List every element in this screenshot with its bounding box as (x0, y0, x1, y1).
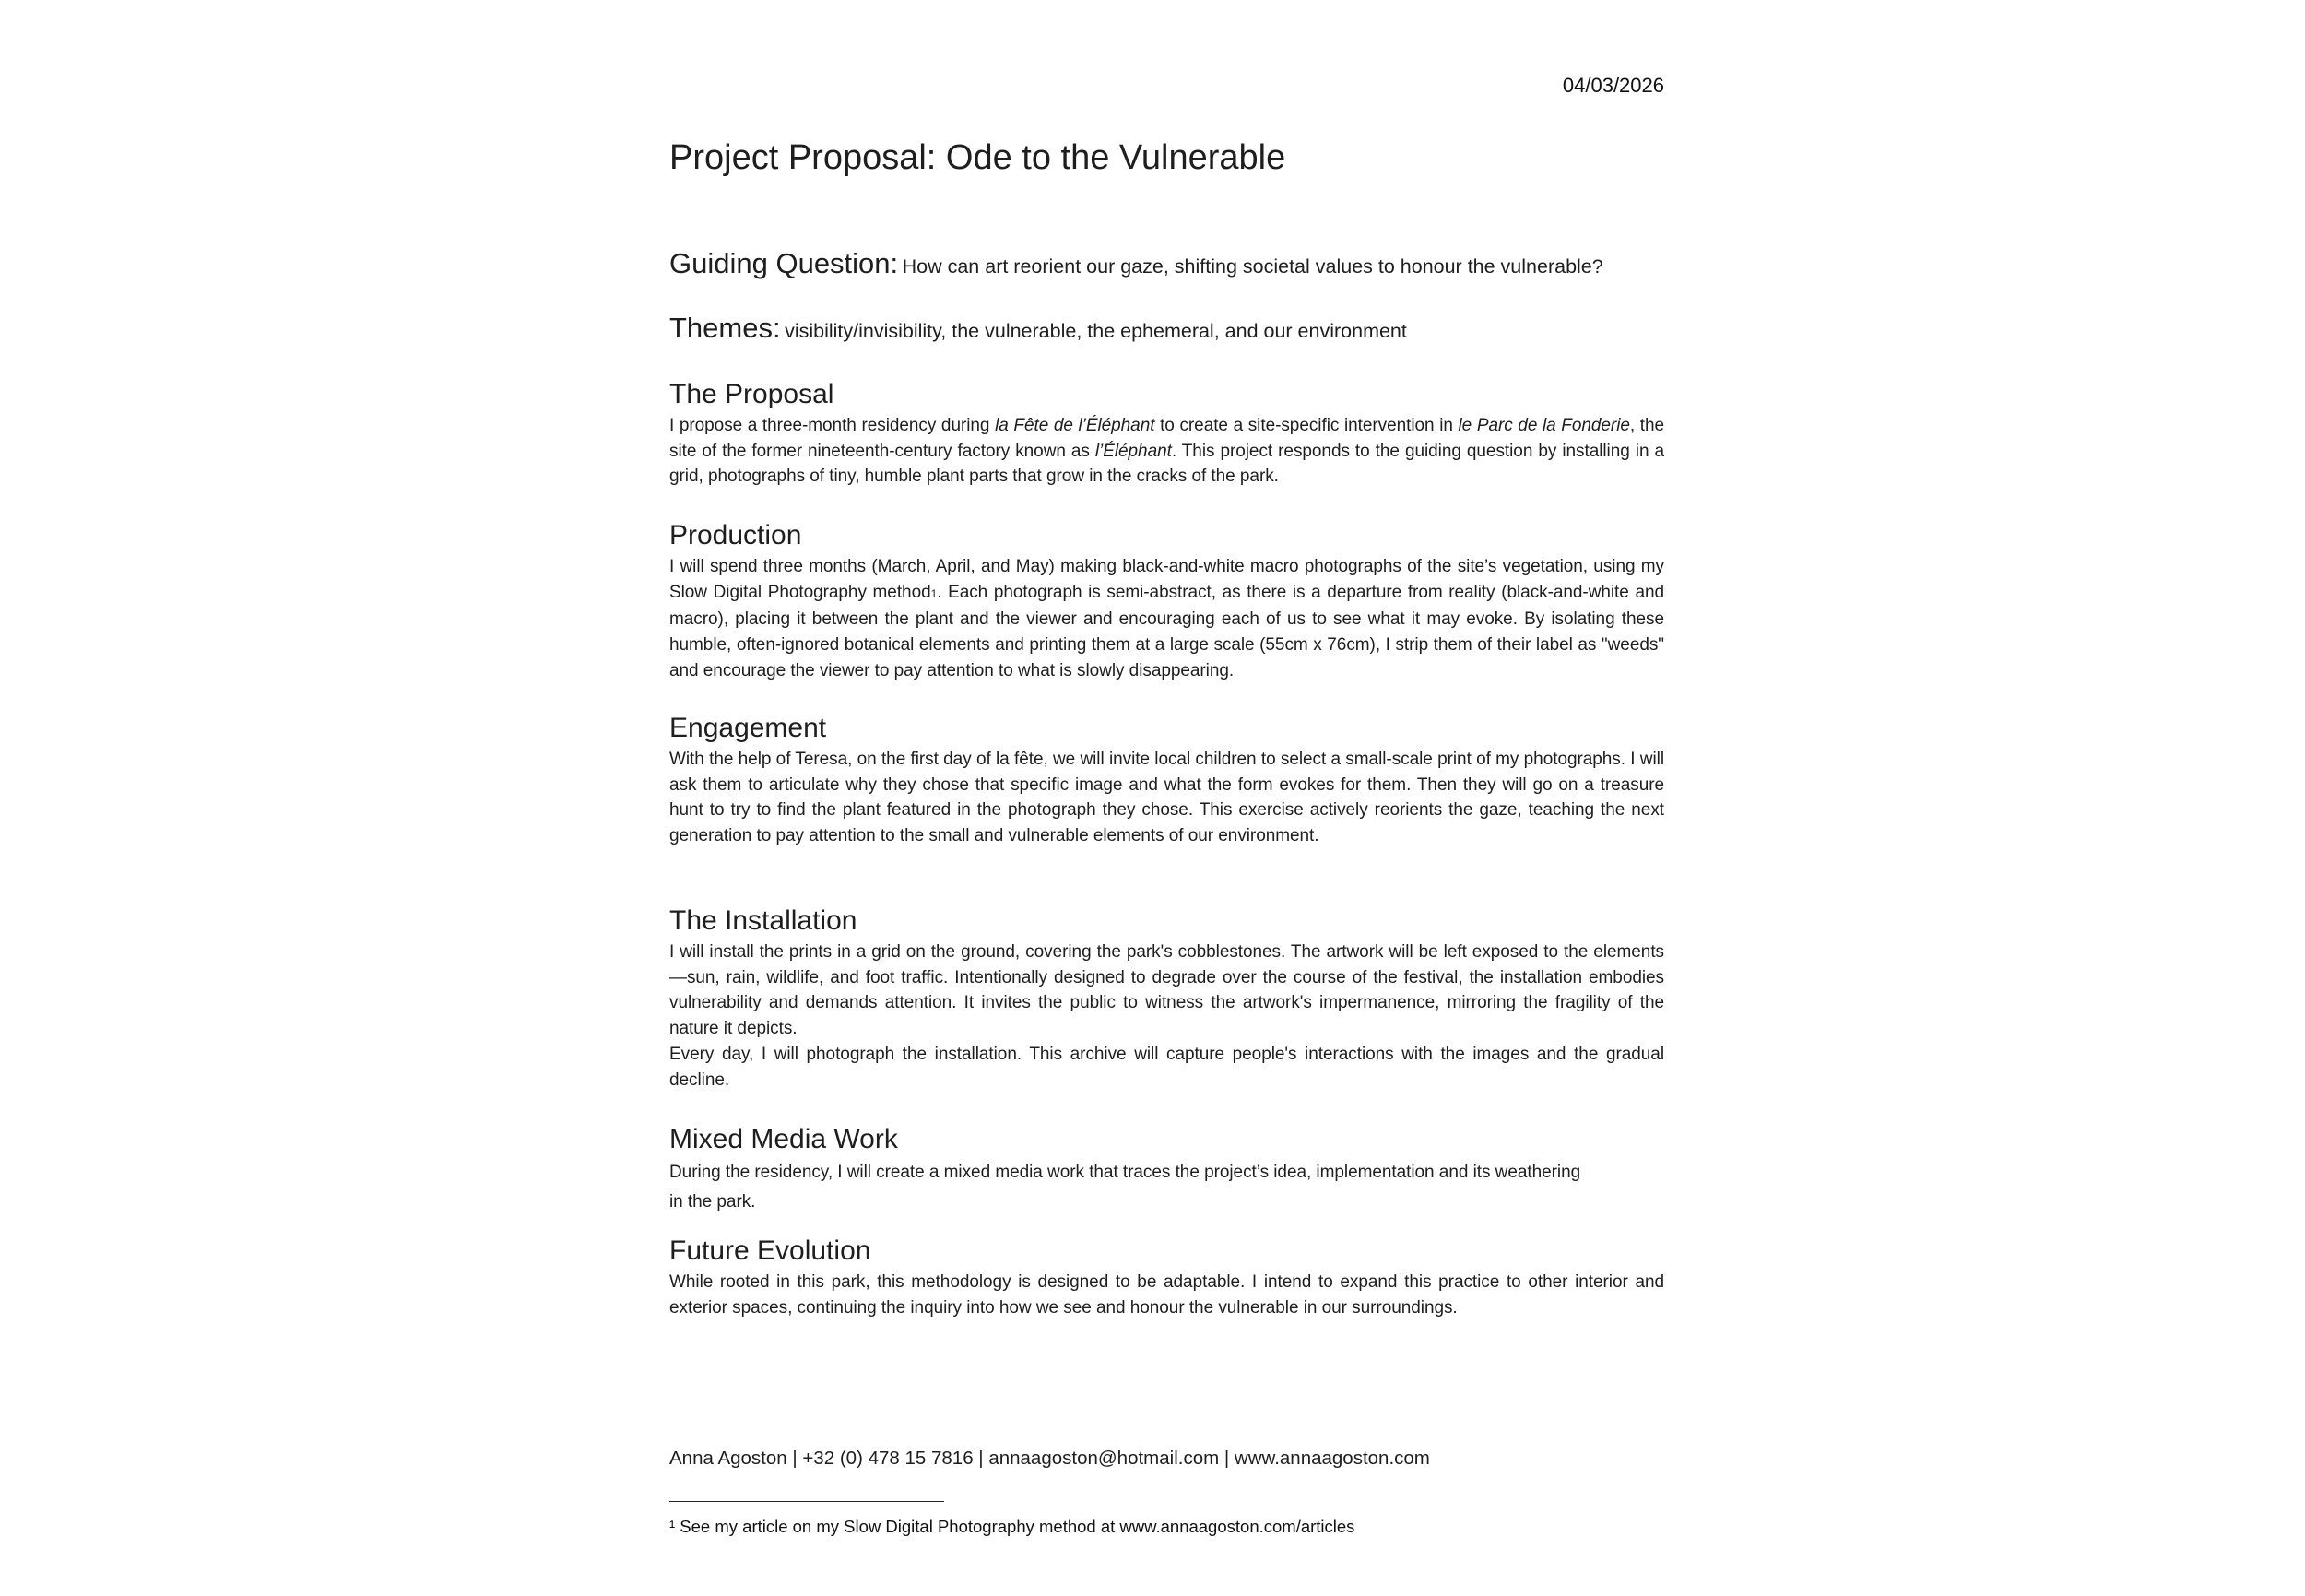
section-production (669, 519, 1664, 684)
text-run: to create a site-specific intervention in (1154, 416, 1459, 435)
section-body-proposal (669, 413, 1664, 490)
section-body-engagement: With the help of Teresa, on the first day of la fête, we will invite local children to select a small-scale print of my photographs. I will ask them to articulate why they chose that specific image and what the form evokes for them. Then they will go on a treasure hunt to try to find the plant featured in the photograph they chose. This exercise actively reorients the gaze, teaching the next generation to pay attention to the small and vulnerable elements of our environment. (669, 750, 1664, 846)
document-page (669, 0, 1664, 1596)
section-body-installation: I will install the prints in a grid on the ground, covering the park's cobblestones. The artwork will be left exposed to the elements—sun, rain, wildlife, and foot traffic. Intentionally designed to degrade over the course of the festival, the installation embodies vulnerability and demands attention. It invites the public to witness the artwork's impermanence, mirroring the fragility of the nature it depicts. (669, 942, 1664, 1039)
section-heading-production: Production (669, 520, 802, 550)
document-date: 04/03/2026 (1562, 74, 1664, 97)
section-proposal (669, 378, 1664, 490)
page-title: Project Proposal: Ode to the Vulnerable (669, 138, 1286, 177)
section-body-future: While rooted in this park, this methodology is designed to be adaptable. I intend to expand this practice to other interior and exterior spaces, continuing the inquiry into how we see and honour the vulnerable in our surroundings. (669, 1272, 1664, 1318)
footnote-divider (669, 1501, 944, 1502)
section-heading-installation: The Installation (669, 905, 857, 936)
section-engagement (669, 712, 1664, 849)
park-name: le Parc de la Fonderie (1458, 416, 1630, 435)
section-heading-future: Future Evolution (669, 1235, 871, 1266)
text-run: I propose a three-month residency during (669, 416, 996, 435)
contact-line: Anna Agoston | +32 (0) 478 15 7816 | annaagoston@hotmail.com | www.annaagoston.com (669, 1448, 1430, 1469)
section-body-mixed-media: During the residency, I will create a mixed media work that traces the project’s idea, implementation and its weathering in the park. (669, 1163, 1581, 1212)
text-run: . This project responds to the guiding question by installing in a grid, photographs of tiny, humble plant parts that grow in the cracks of the park. (669, 441, 1665, 487)
section-heading-mixed-media: Mixed Media Work (669, 1124, 898, 1154)
factory-name: l’Éléphant (1094, 441, 1172, 461)
section-body-installation-2: Every day, I will photograph the installation. This archive will capture people's interactions with the images and the gradual decline. (669, 1044, 1664, 1090)
section-body-production (669, 554, 1664, 684)
themes (669, 312, 1407, 345)
section-heading-proposal: The Proposal (669, 379, 834, 409)
guiding-question-label: Guiding Question: (669, 247, 899, 279)
text-run: . Each photograph is semi-abstract, as there is a departure from reality (black-and-white and macro), placing it between the plant and the viewer and encouraging each of us to see what it may evoke. By isolating these humble, often-ignored botanical elements and printing them at a large scale (55cm x 76cm), I strip them of their label as "weeds" and encourage the viewer to pay attention to what is slowly disappearing. (669, 582, 1664, 680)
text-run: I will spend three months (March, April, and May) making black-and-white macro photographs of the site’s vegetation, using my Slow Digital Photography method (669, 557, 1664, 602)
text-run: , the site of the former nineteenth-century factory known as (669, 416, 1665, 461)
section-future (669, 1235, 1664, 1320)
guiding-question-text: How can art reorient our gaze, shifting societal values to honour the vulnerable? (902, 255, 1603, 278)
themes-label: Themes: (669, 312, 781, 344)
section-mixed-media (669, 1123, 1664, 1217)
themes-text: visibility/invisibility, the vulnerable, the ephemeral, and our environment (785, 320, 1407, 342)
footnote: ¹ See my article on my Slow Digital Photography method at www.annaagoston.com/articles (669, 1517, 1355, 1536)
footnote-marker: 1 (930, 586, 938, 600)
event-name: la Fête de l’Éléphant (995, 416, 1155, 435)
section-installation (669, 904, 1664, 1093)
section-heading-engagement: Engagement (669, 713, 827, 743)
guiding-question (669, 247, 1603, 280)
